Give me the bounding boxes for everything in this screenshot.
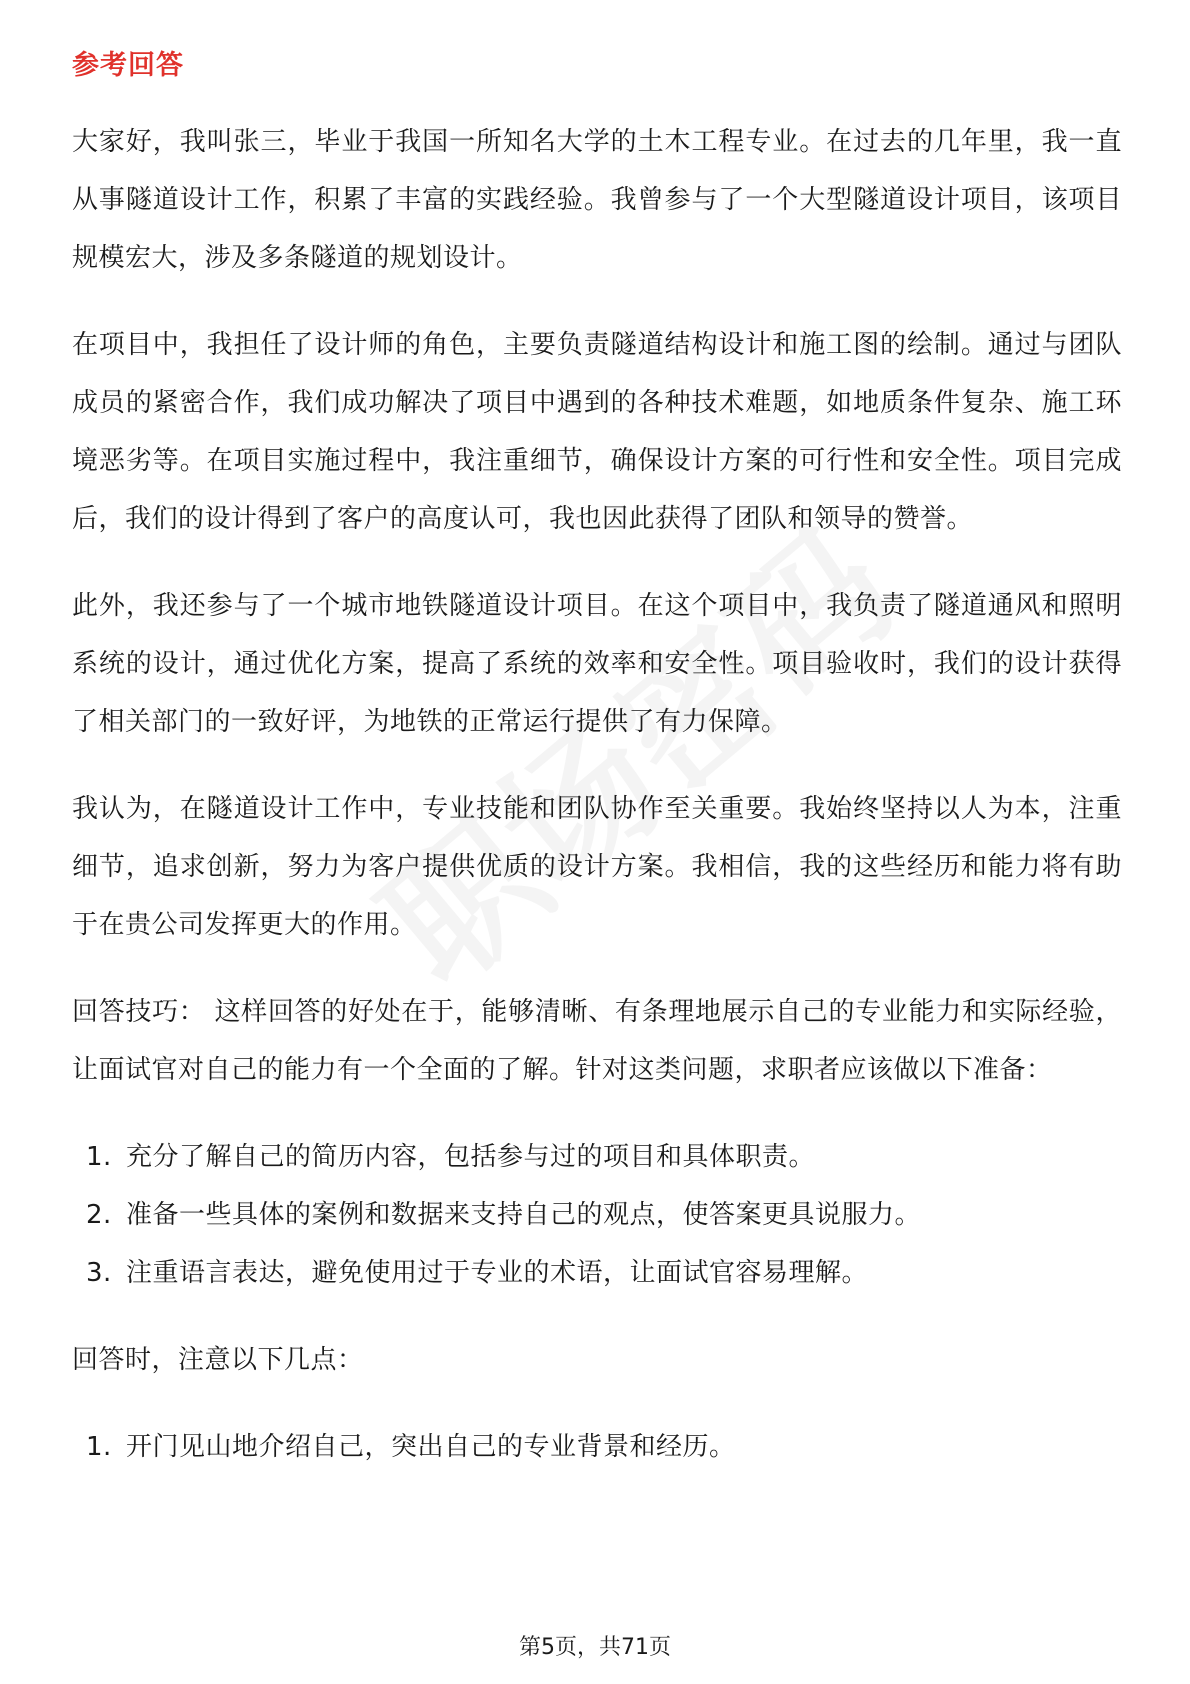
notes-intro: 回答时，注意以下几点： [72,1345,364,1376]
page-footer: 第5页，共71页 [519,1635,671,1660]
list-item-number: 1. [86,1432,112,1463]
section-heading: 参考回答 [72,50,184,81]
list-item-number: 1. [86,1142,112,1173]
notes-list [72,1418,1122,1476]
list-item-number: 3. [86,1258,112,1289]
page-content [72,48,1122,1505]
list-item [86,1418,1122,1476]
answer-paragraph-3: 此外，我还参与了一个城市地铁隧道设计项目。在这个项目中，我负责了隧道通风和照明系统的设计，通过优化方案，提高了系统的效率和安全性。项目验收时，我们的设计获得了相关部门的一致好评，为地铁的正常运行提供了有力保障。 [72,591,1122,738]
list-item [86,1244,1122,1302]
answer-paragraph-1: 大家好，我叫张三，毕业于我国一所知名大学的土木工程专业。在过去的几年里，我一直从事隧道设计工作，积累了丰富的实践经验。我曾参与了一个大型隧道设计项目，该项目规模宏大，涉及多条隧道的规划设计。 [72,127,1122,274]
list-item-text: 注重语言表达，避免使用过于专业的术语，让面试官容易理解。 [126,1258,869,1289]
list-item-text: 充分了解自己的简历内容，包括参与过的项目和具体职责。 [126,1142,816,1173]
list-item-number: 2. [86,1200,112,1231]
list-item [86,1128,1122,1186]
tips-intro: 回答技巧： 这样回答的好处在于，能够清晰、有条理地展示自己的专业能力和实际经验，让面试官对自己的能力有一个全面的了解。针对这类问题，求职者应该做以下准备： [72,997,1122,1086]
list-item [86,1186,1122,1244]
tips-list [72,1128,1122,1302]
answer-paragraph-2: 在项目中，我担任了设计师的角色，主要负责隧道结构设计和施工图的绘制。通过与团队成员的紧密合作，我们成功解决了项目中遇到的各种技术难题，如地质条件复杂、施工环境恶劣等。在项目实施过程中，我注重细节，确保设计方案的可行性和安全性。项目完成后，我们的设计得到了客户的高度认可，我也因此获得了团队和领导的赞誉。 [72,330,1122,535]
list-item-text: 准备一些具体的案例和数据来支持自己的观点，使答案更具说服力。 [126,1200,922,1231]
answer-paragraph-4: 我认为，在隧道设计工作中，专业技能和团队协作至关重要。我始终坚持以人为本，注重细节，追求创新，努力为客户提供优质的设计方案。我相信，我的这些经历和能力将有助于在贵公司发挥更大的作用。 [72,794,1122,941]
list-item-text: 开门见山地介绍自己，突出自己的专业背景和经历。 [126,1432,736,1463]
